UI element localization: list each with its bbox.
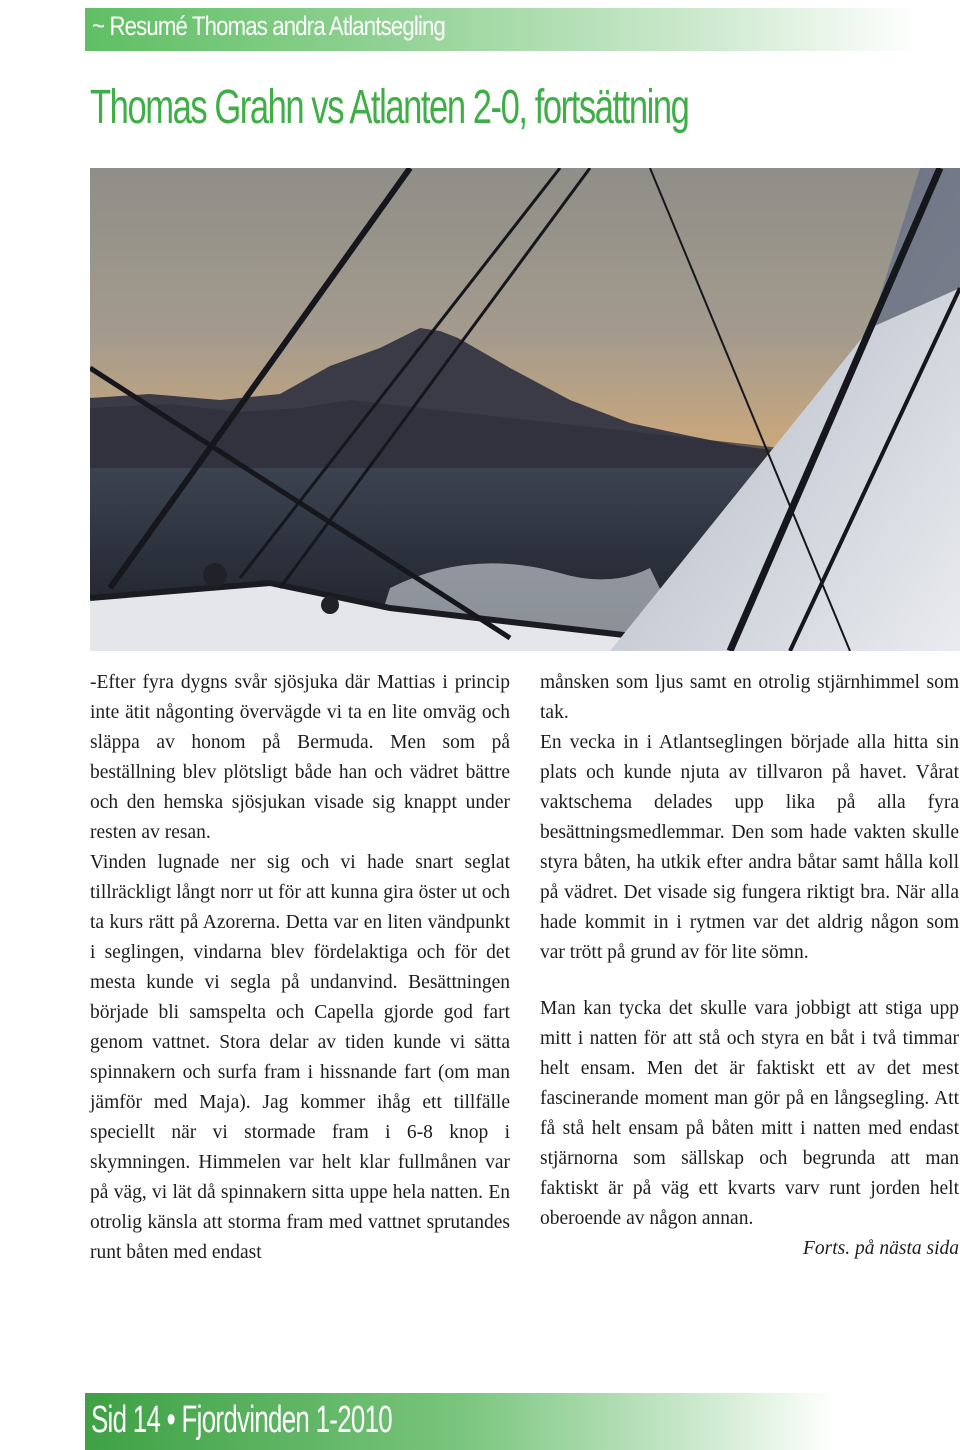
continued-note: Forts. på nästa sida	[802, 1238, 959, 1259]
paragraph: månsken som ljus samt en otrolig stjärnhimmel som tak.	[540, 672, 959, 723]
page-number-label: Sid 14 • Fjordvinden 1-2010	[91, 1399, 392, 1441]
paragraph: En vecka in i Atlantseglingen började alla hitta sin plats och kunde njuta av tillvaron på havet. Vårat vaktschema delades upp lika på alla fyra besättningsmedlemmar. Den som hade vakten skulle styra båten, ha utkik efter andra båtar samt hålla koll på vädret. Det visade sig fungera riktigt bra. När alla hade kommit in i rytmen var det aldrig någon som var trött på grund av för lite sömn.	[540, 732, 959, 963]
section-banner	[85, 8, 920, 51]
article-column-left	[90, 668, 510, 1268]
article-column-right	[540, 668, 959, 1264]
section-title: ~ Resumé Thomas andra Atlantsegling	[92, 11, 446, 41]
sunset-sailing-image	[90, 168, 960, 651]
article-title: Thomas Grahn vs Atlanten 2-0, fortsättning	[90, 81, 689, 134]
paragraph: Man kan tycka det skulle vara jobbigt att stiga upp mitt i natten för att stå och styra en båt i två timmar helt ensam. Men det är faktiskt ett av det mest fascinerande moment man gör på en långsegling. Att få stå helt ensam på båten mitt i natten med endast stjärnorna som sällskap och begrunda att man faktiskt är på väg ett kvarts varv runt jorden helt oberoende av någon annan.	[540, 998, 959, 1229]
paragraph-spacer	[540, 968, 959, 994]
paragraph: Vinden lugnade ner sig och vi hade snart seglat tillräckligt långt norr ut för att kunna gira öster ut och ta kurs rätt på Azorerna. Detta var en liten vändpunkt i seglingen, vindarna blev fördelaktiga och för det mesta kunde vi segla på undanvind. Besättningen började bli samspelta och Capella gjorde god fart genom vattnet. Stora delar av tiden kunde vi sätta spinnakern och surfa fram i hissnande fart (om man jämför med Maja). Jag kommer ihåg ett tillfälle speciellt när vi stormade fram i 6-8 knop i skymningen. Himmelen var helt klar fullmånen var på väg, vi lät då spinnakern sitta uppe hela natten. En otrolig känsla att storma fram med vattnet sprutandes runt båten med endast	[90, 852, 510, 1263]
page-footer	[85, 1393, 835, 1450]
paragraph: -Efter fyra dygns svår sjösjuka där Mattias i princip inte ätit någonting övervägde vi ta en lite omväg och släppa av honom på Bermuda. Men som på beställning blev plötsligt både han och vädret bättre och den hemska sjösjukan visade sig knappt under resten av resan.	[90, 672, 510, 843]
sailing-photo	[90, 168, 960, 651]
